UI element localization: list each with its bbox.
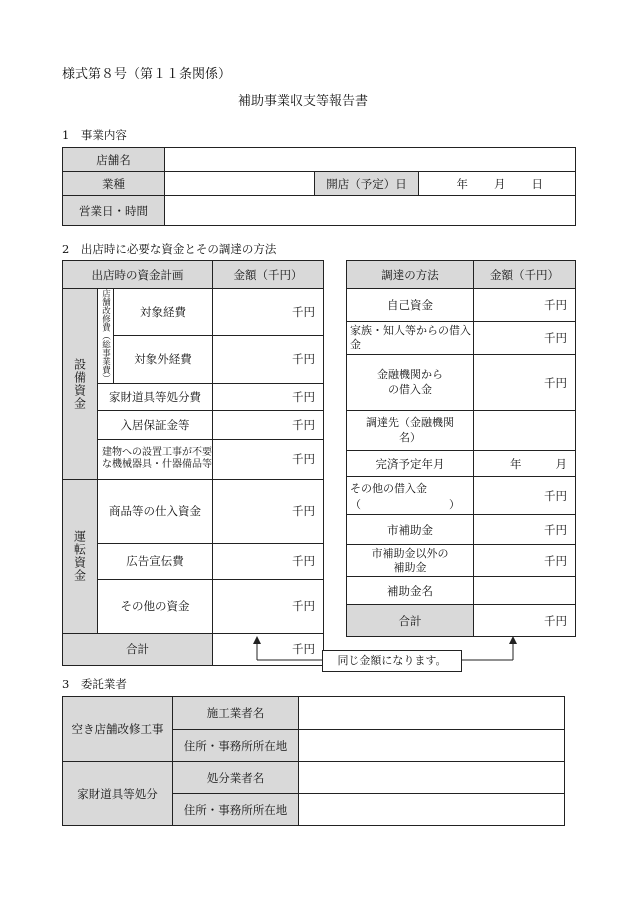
deposit-label: 入居保証金等 (98, 410, 213, 439)
equipment-items-amount[interactable]: 千円 (213, 439, 324, 479)
bank-loans-label: 金融機関からの借入金 (347, 355, 474, 411)
operating-funds-group: 運転資金 (63, 479, 98, 633)
year-label: 年 (456, 176, 469, 191)
other-loans-amount[interactable]: 千円 (474, 477, 576, 515)
section2-heading: 2 出店時に必要な資金とその調達の方法 (62, 242, 277, 256)
form-number: 様式第８号（第１１条関係） (62, 67, 232, 82)
other-loans-cell (347, 477, 474, 515)
funding-method-header: 調達の方法 (347, 261, 474, 289)
repayment-label: 完済予定年月 (347, 451, 474, 477)
own-funds-amount[interactable]: 千円 (474, 289, 576, 322)
contractor-table (62, 696, 565, 826)
repay-month-label: 月 (555, 456, 567, 471)
business-content-table (62, 147, 576, 226)
bank-loans-amount[interactable]: 千円 (474, 355, 576, 411)
opening-date-label: 開店（予定）日 (315, 172, 419, 196)
month-label: 月 (494, 176, 506, 191)
other-funds-label: その他の資金 (98, 579, 213, 633)
right-total-amount[interactable]: 千円 (474, 605, 576, 637)
paren-close: ） (449, 497, 460, 511)
equipment-funds-group: 設備資金 (63, 289, 98, 480)
paren-open: （ (350, 497, 361, 511)
contractor-address-field[interactable] (299, 730, 565, 762)
disposer-address-label: 住所・事務所所在地 (173, 794, 299, 826)
other-subsidy-label: 市補助金以外の補助金 (347, 545, 474, 577)
furniture-disposal-contractor-label: 家財道具等処分 (63, 762, 173, 826)
section3-heading: 3 委託業者 (62, 677, 127, 691)
left-total-label: 合計 (63, 633, 213, 665)
subsidy-name-field[interactable] (474, 577, 576, 605)
own-funds-label: 自己資金 (347, 289, 474, 322)
city-subsidy-label: 市補助金 (347, 515, 474, 545)
lender-label: 調達先（金融機関名） (347, 411, 474, 451)
amount-header-left: 金額（千円） (213, 261, 324, 289)
advertising-label: 広告宣伝費 (98, 543, 213, 579)
disposer-address-field[interactable] (299, 794, 565, 826)
advertising-amount[interactable]: 千円 (213, 543, 324, 579)
right-total-label: 合計 (347, 605, 474, 637)
store-name-field[interactable] (165, 148, 576, 172)
equipment-items-label: 建物への設置工事が不要な機械器具・什器備品等 (98, 439, 213, 479)
vacant-renovation-label: 空き店舗改修工事 (63, 697, 173, 762)
business-type-field[interactable] (165, 172, 315, 196)
target-cost-amount[interactable]: 千円 (213, 289, 324, 336)
repay-year-label: 年 (510, 456, 522, 471)
disposer-name-field[interactable] (299, 762, 565, 794)
same-amount-note: 同じ金額になります。 (322, 650, 462, 672)
amount-header-right: 金額（千円） (474, 261, 576, 289)
business-type-label: 業種 (63, 172, 165, 196)
furniture-disposal-amount[interactable]: 千円 (213, 383, 324, 410)
business-days-label: 営業日・時間 (63, 196, 165, 226)
renovation-cost-group: 店舗改修費（総事業費） (98, 289, 114, 384)
business-days-field[interactable] (165, 196, 576, 226)
contractor-name-field[interactable] (299, 697, 565, 730)
non-target-cost-label: 対象外経費 (114, 336, 213, 383)
family-loans-label: 家族・知人等からの借入金 (347, 322, 474, 355)
other-funds-amount[interactable]: 千円 (213, 579, 324, 633)
left-total-amount[interactable]: 千円 (213, 633, 324, 665)
left-arrow-head (253, 636, 261, 644)
merchandise-label: 商品等の仕入資金 (98, 479, 213, 543)
opening-date-field[interactable] (419, 172, 576, 196)
other-loans-label: その他の借入金 (350, 481, 427, 495)
city-subsidy-amount[interactable]: 千円 (474, 515, 576, 545)
contractor-address-label: 住所・事務所所在地 (173, 730, 299, 762)
subsidy-name-label: 補助金名 (347, 577, 474, 605)
disposer-name-label: 処分業者名 (173, 762, 299, 794)
lender-field[interactable] (474, 411, 576, 451)
non-target-cost-amount[interactable]: 千円 (213, 336, 324, 383)
fund-source-table (346, 260, 576, 637)
other-subsidy-amount[interactable]: 千円 (474, 545, 576, 577)
fund-plan-header: 出店時の資金計画 (63, 261, 213, 289)
target-cost-label: 対象経費 (114, 289, 213, 336)
section1-heading: 1 事業内容 (62, 128, 127, 142)
fund-plan-table (62, 260, 324, 666)
family-loans-amount[interactable]: 千円 (474, 322, 576, 355)
right-arrow-head (509, 636, 517, 644)
document-title: 補助事業収支等報告書 (238, 94, 369, 109)
contractor-name-label: 施工業者名 (173, 697, 299, 730)
deposit-amount[interactable]: 千円 (213, 410, 324, 439)
day-label: 日 (531, 176, 544, 191)
store-name-label: 店舗名 (63, 148, 165, 172)
furniture-disposal-label: 家財道具等処分費 (98, 383, 213, 410)
merchandise-amount[interactable]: 千円 (213, 479, 324, 543)
repayment-field[interactable] (474, 451, 576, 477)
